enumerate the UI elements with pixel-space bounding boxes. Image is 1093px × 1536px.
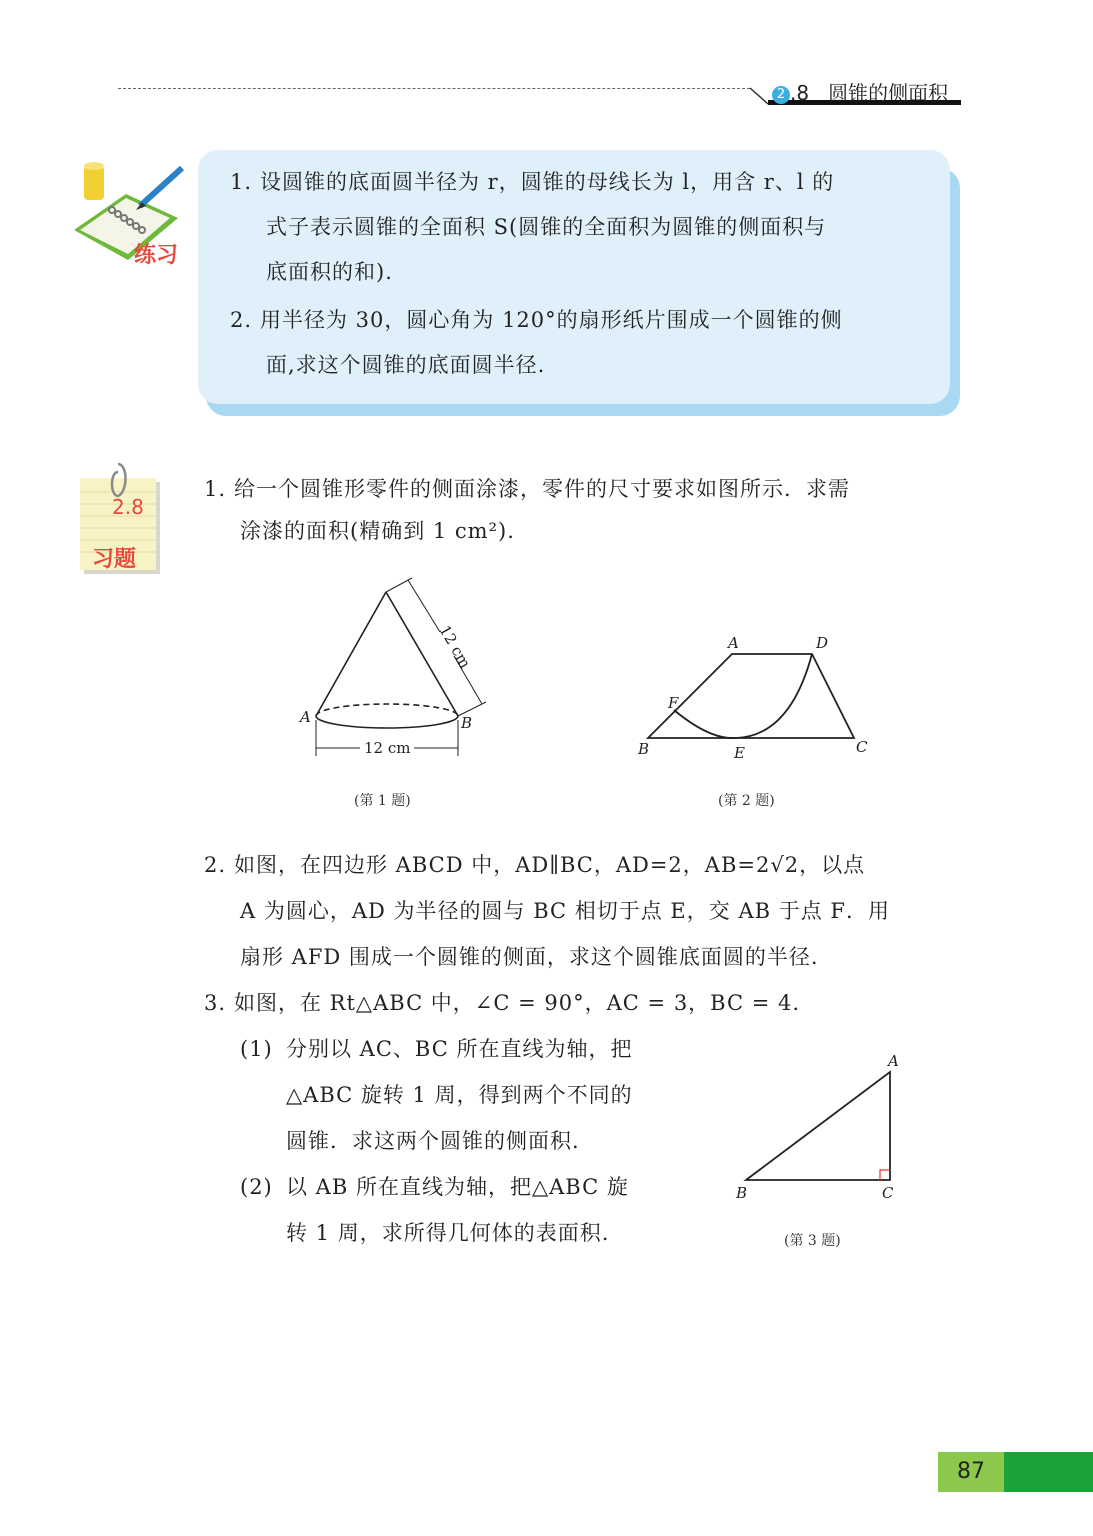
exercise-3-line-1: 如图，在 Rt△ABC 中，∠C = 90°，AC = 3，BC = 4. [234, 991, 801, 1015]
cone-right-slant [386, 592, 458, 716]
exercise-badge-label: 习题 [92, 547, 137, 572]
exercise-1-number: 1. [204, 477, 227, 501]
fig2-label-b: B [638, 740, 650, 758]
exercise-2-number: 2. [204, 853, 227, 877]
exercise-3-sub-2 [240, 1164, 629, 1210]
figure-3-triangle [728, 1048, 914, 1208]
practice-label: 练习 [134, 243, 179, 268]
cone-base-front [316, 716, 458, 728]
practice-item-2-line-1: 用半径为 30，圆心角为 120°的扇形纸片围成一个圆锥的侧 [260, 308, 843, 332]
exercise-1-line-1: 给一个圆锥形零件的侧面涂漆，零件的尺寸要求如图所示．求需 [234, 477, 850, 501]
exercise-3-sub-1 [240, 1026, 632, 1072]
section-title [772, 77, 948, 106]
cone-base-back [316, 704, 458, 716]
practice-item-1-number: 1. [230, 170, 253, 194]
fig1-label-a: A [300, 708, 311, 726]
fig3-label-b: B [736, 1184, 748, 1202]
right-angle-mark [880, 1170, 890, 1180]
fig2-label-d: D [816, 634, 829, 652]
practice-item-2 [230, 298, 843, 342]
exercise-3 [204, 980, 800, 1026]
practice-item-1-line-3: 底面积的和). [266, 260, 393, 284]
exercise-badge-number: 2.8 [112, 495, 144, 519]
exercise-2-line-1: 如图，在四边形 ABCD 中，AD∥BC，AD=2，AB=2√2，以点 [234, 853, 866, 877]
triangle-abc [746, 1072, 890, 1180]
exercise-3-sub-2-line-2: 转 1 周，求所得几何体的表面积. [286, 1221, 610, 1245]
fig1-label-b: B [461, 714, 473, 732]
arc-fed [674, 654, 812, 738]
practice-item-1-line-1: 设圆锥的底面圆半径为 r，圆锥的母线长为 l，用含 r、l 的 [260, 170, 835, 194]
cone-left-slant [316, 592, 386, 716]
fig3-label-a: A [888, 1052, 899, 1070]
practice-item-2-line-2: 面,求这个圆锥的底面圆半径. [266, 353, 546, 377]
section-title-text: 圆锥的侧面积 [828, 81, 949, 105]
practice-item-1 [230, 160, 834, 204]
figure-2-caption: (第 2 题) [718, 793, 775, 809]
figure-1-caption: (第 1 题) [354, 793, 411, 809]
header-dashed-line [118, 88, 750, 89]
exercise-1 [204, 466, 850, 512]
exercise-3-sub-1-line-3: 圆锥．求这两个圆锥的侧面积. [286, 1129, 580, 1153]
practice-item-2-number: 2. [230, 308, 253, 332]
fig2-label-c: C [856, 738, 868, 756]
page-number: 87 [938, 1452, 1004, 1492]
exercise-2 [204, 842, 865, 888]
exercise-3-sub-1-number: (1) [240, 1037, 273, 1061]
figure-1-cone [290, 570, 500, 770]
exercise-3-number: 3. [204, 991, 227, 1015]
exercise-3-sub-2-number: (2) [240, 1175, 273, 1199]
section-suffix: .8 [790, 81, 810, 105]
exercise-2-line-3: 扇形 AFD 围成一个圆锥的侧面，求这个圆锥底面圆的半径. [240, 945, 819, 969]
exercise-2-line-2: A 为圆心，AD 为半径的圆与 BC 相切于点 E，交 AB 于点 F．用 [240, 899, 890, 923]
fig1-slant-label: 12 cm [435, 622, 475, 672]
fig2-label-f: F [668, 694, 679, 712]
exercise-3-sub-1-line-2: △ABC 旋转 1 周，得到两个不同的 [286, 1083, 633, 1107]
fig1-diameter-label: 12 cm [364, 739, 411, 757]
figure-3-caption: (第 3 题) [784, 1233, 841, 1249]
fig3-label-c: C [882, 1184, 894, 1202]
fig2-label-a: A [728, 634, 739, 652]
page-number-bar [1004, 1452, 1093, 1492]
section-number-badge: 2 [772, 86, 790, 104]
practice-item-1-line-2: 式子表示圆锥的全面积 S(圆锥的全面积为圆锥的侧面积与 [266, 215, 827, 239]
fig2-label-e: E [734, 744, 745, 762]
exercise-1-line-2: 涂漆的面积(精确到 1 cm²). [240, 519, 515, 543]
exercise-3-sub-1-line-1: 分别以 AC、BC 所在直线为轴，把 [286, 1037, 633, 1061]
figure-2-trapezoid [630, 628, 880, 768]
exercise-3-sub-2-line-1: 以 AB 所在直线为轴，把△ABC 旋 [286, 1175, 629, 1199]
trapezoid-abcd [648, 654, 854, 738]
